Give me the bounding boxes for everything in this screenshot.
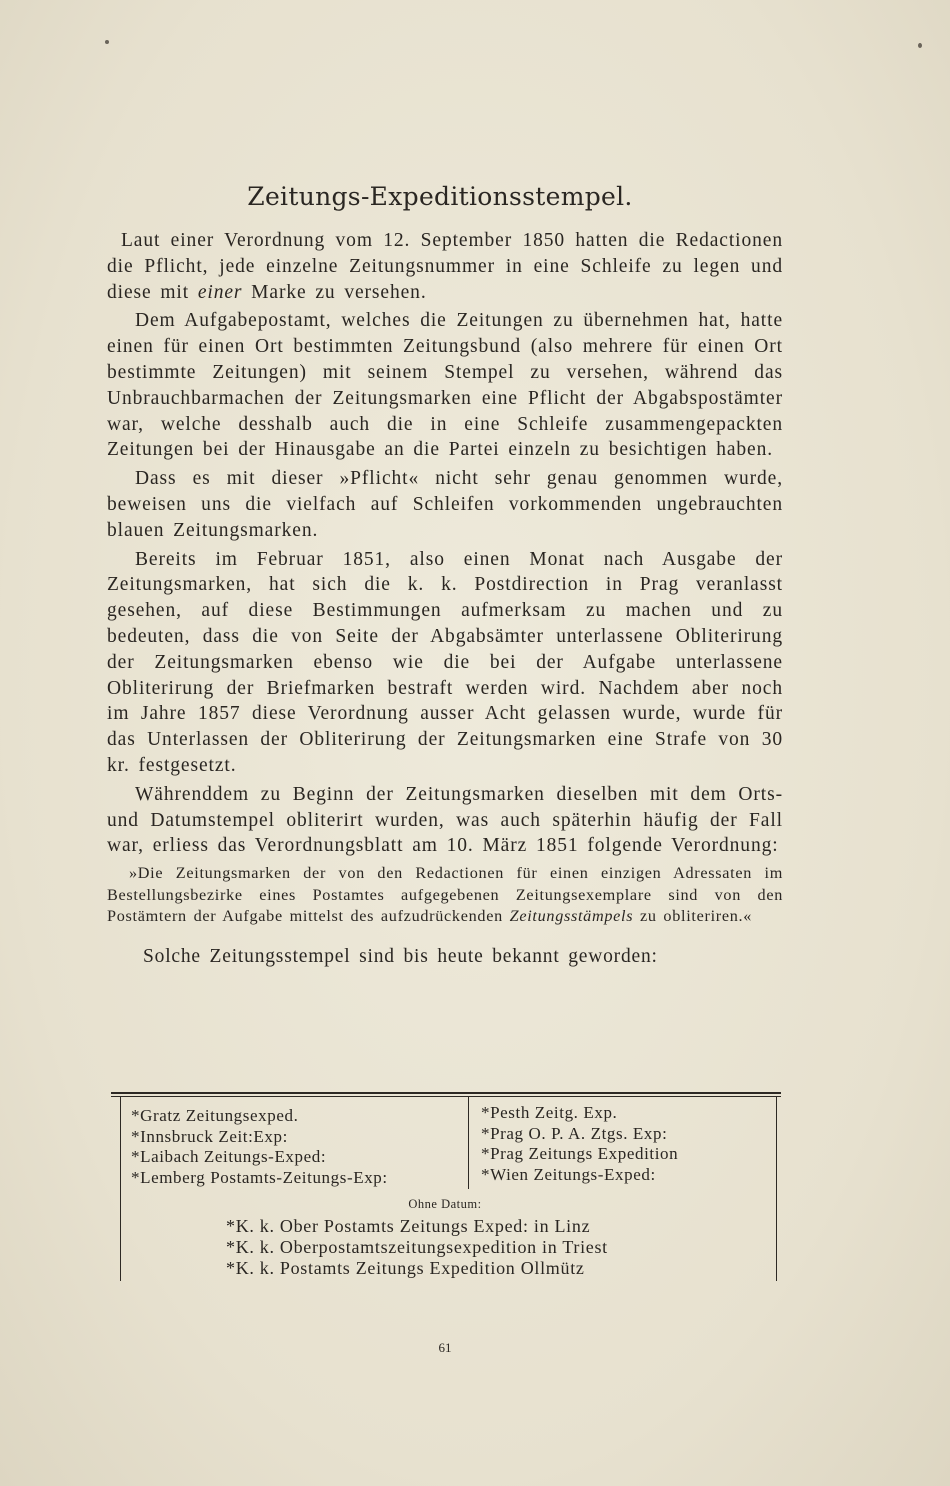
paragraph: Dass es mit dieser »Pflicht« nicht sehr genau genommen wurde, beweisen uns die vielfach auf Schleifen vorkommenden ungebrauchten blauen Zeitungsmarken. (107, 468, 783, 541)
list-item: *K. k. Postamts Zeitungs Expedition Ollmütz (226, 1258, 585, 1278)
list-item: *Innsbruck Zeit:Exp: (131, 1126, 288, 1146)
quoted-ordinance (107, 863, 783, 928)
table-divider (468, 1097, 469, 1189)
stamp-list-left (131, 1106, 388, 1188)
table-border-left (120, 1097, 121, 1281)
list-item: *Prag O. P. A. Ztgs. Exp: (481, 1123, 668, 1143)
list-item: *Prag Zeitungs Expedition (481, 1144, 679, 1163)
emphasis: Zeitungsstämpels (509, 907, 634, 926)
ink-speck (918, 43, 922, 48)
table-rule (111, 1092, 781, 1094)
table-subheading: Ohne Datum: (408, 1197, 482, 1211)
list-item: *Laibach Zeitungs-Exped: (131, 1147, 327, 1166)
table-rule (111, 1096, 781, 1097)
emphasis: einer (197, 281, 243, 303)
page-title: Zeitungs-Expeditionsstempel. (247, 182, 633, 211)
list-item: *Lemberg Postamts-Zeitungs-Exp: (131, 1167, 388, 1187)
paragraph: Dem Aufgabepostamt, welches die Zeitungen zu übernehmen hat, hatte einen für einen Ort bestimmten Zeitungsbund (also mehrere für einen Ort bestimmte Zeitungen) mit seinem Stempel zu versehen, während das Unbrauchbarmachen der Zeitungsmarken eine Pflicht der Abgabspostämter war, welche desshalb auch die in eine Schleife zusammengepackten Zeitungen bei der Hinausgabe an die Partei einzeln zu besichtigen haben. (107, 310, 783, 461)
list-item: *Gratz Zeitungsexped. (131, 1106, 299, 1125)
ink-speck (105, 40, 109, 44)
list-item: *Wien Zeitungs-Exped: (481, 1164, 656, 1184)
stamp-list-right (481, 1103, 678, 1185)
page-number: 61 (438, 1340, 452, 1355)
paragraph (107, 228, 783, 305)
list-item: *K. k. Oberpostamtszeitungsexpedition in Triest (226, 1237, 608, 1257)
body-text (107, 228, 783, 970)
paragraph: Bereits im Februar 1851, also einen Monat nach Ausgabe der Zeitungsmarken, hat sich die k. k. Postdirection in Prag veranlasst gesehen, auf diese Bestimmungen aufmerksam zu machen und zu bedeuten, dass die von Seite der Abgabsämter unterlassene Obliterirung der Zeitungsmarken ebenso wie die bei der Aufgabe unterlassene Obliterirung der Briefmarken bestraft werden wird. Nachdem aber noch im Jahre 1857 diese Verordnung ausser Acht gelassen wurde, wurde für das Unterlassen der Obliterirung der Zeitungsmarken eine Strafe von 30 kr. festgesetzt. (107, 548, 783, 776)
list-item: *K. k. Ober Postamts Zeitungs Exped: in Linz (226, 1216, 591, 1236)
table-border-right (776, 1097, 777, 1281)
quote-text: zu obliteriren.« (633, 907, 753, 926)
quote-text: »Die Zeitungsmarken der von den Redactionen für einen einzigen Adressaten im Bestellungsbezirke eines Postamtes aufgegebenen Zeitungsexemplare sind von den Postämtern der Aufgabe mittelst des aufzudrückenden (107, 864, 783, 926)
paragraph-text: Marke zu versehen. (242, 281, 427, 303)
stamp-list-no-date (226, 1216, 608, 1279)
table-lead: Solche Zeitungsstempel sind bis heute bekannt geworden: (143, 945, 658, 967)
paragraph: Währenddem zu Beginn der Zeitungsmarken dieselben mit dem Orts- und Datumstempel obliterirt wurden, was auch späterhin häufig der Fall war, erliess das Verordnungsblatt am 10. März 1851 folgende Verordnung: (107, 783, 783, 857)
paragraph-text: Laut einer Verordnung vom 12. September 1850 hatten die Redactionen die Pflicht, jede einzelne Zeitungsnummer in eine Schleife zu legen und diese mit (107, 230, 783, 303)
list-item: *Pesth Zeitg. Exp. (481, 1103, 618, 1122)
